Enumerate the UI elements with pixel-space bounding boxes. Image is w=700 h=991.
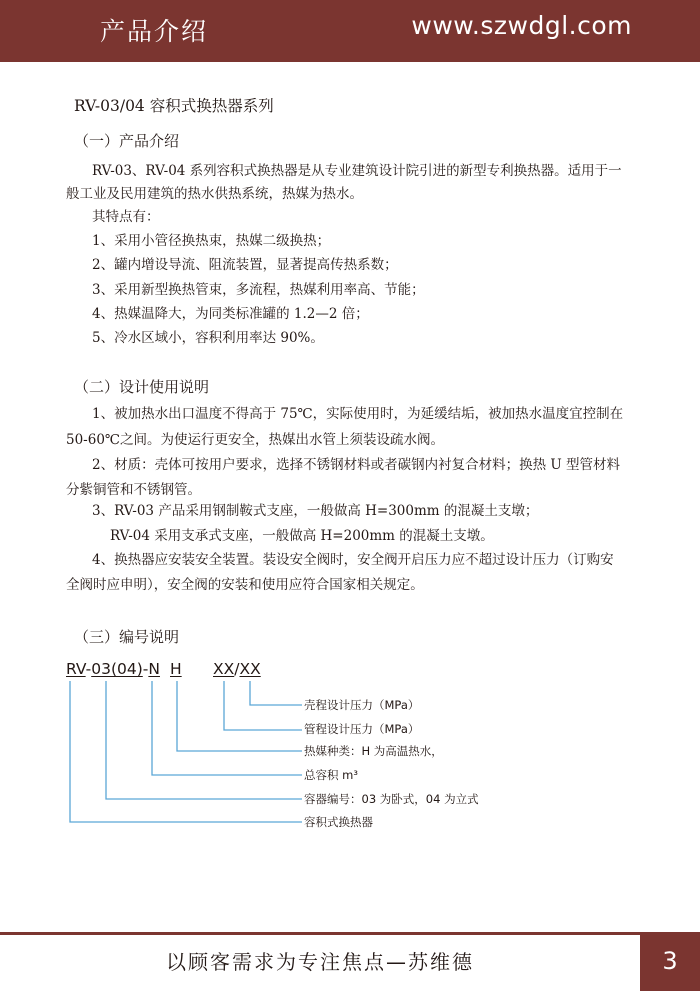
design-paragraph-line: RV-04 采用支承式支座，一般做高 H=200mm 的混凝土支墩。 [110,528,494,544]
code-slash: / [234,660,240,678]
footer-slogan: 以顾客需求为专注焦点—苏维德 [166,950,474,974]
footer-divider [0,932,700,935]
feature-item: 4、热媒温降大，为同类标准罐的 1.2—2 倍； [92,306,369,322]
feature-item: 3、采用新型换热管束，多流程，热媒利用率高、节能； [92,282,425,298]
design-paragraph-line: 3、RV-03 产品采用钢制鞍式支座，一般做高 H=300mm 的混凝土支墩； [92,503,539,519]
code-n: N [148,660,160,678]
legend-tube-pressure: 管程设计压力（MPa） [304,722,420,736]
legend-shell-pressure: 壳程设计压力（MPa） [304,698,420,712]
code-model: 03(04) [91,660,143,678]
feature-item: 5、冷水区域小，容积利用率达 90%。 [92,330,324,346]
code-dash: - [142,660,149,678]
code-h: H [170,660,182,678]
feature-item: 2、罐内增设导流、阻流装置，显著提高传热系数； [92,257,398,273]
design-paragraph-line: 全阀时应申明），安全阀的安装和使用应符合国家相关规定。 [66,577,424,593]
header-url[interactable]: www.szwdgl.com [411,11,632,40]
design-paragraph-line: 1、被加热水出口温度不得高于 75℃，实际使用时，为延缓结垢，被加热水温度宜控制在 [92,406,624,422]
section-heading-numbering: （三）编号说明 [74,628,180,646]
page-number: 3 [640,932,700,991]
intro-line: RV-03、RV-04 系列容积式换热器是从专业建筑设计院引进的新型专利换热器。适用于一 [92,163,622,179]
legend-container-number: 容器编号：03 为卧式，04 为立式 [304,792,479,806]
header-title: 产品介绍 [100,17,209,46]
code-xx-tube: XX [213,660,235,678]
document-title: RV-03/04 容积式换热器系列 [74,97,274,115]
code-rv-text: RV [66,660,86,678]
leader-line-container-number [106,681,302,799]
design-paragraph-line: 50-60℃之间。为使运行更安全，热媒出水管上须装设疏水阀。 [66,432,445,448]
leader-line-shell-pressure [250,681,302,705]
legend-exchanger-type: 容积式换热器 [304,815,373,829]
section-heading-design: （二）设计使用说明 [74,378,210,396]
features-lead: 其特点有： [92,209,160,225]
feature-item: 1、采用小管径换热束，热媒二级换热； [92,233,331,249]
code-xx-shell: XX [239,660,261,678]
legend-total-volume: 总容积 m³ [304,768,358,782]
design-paragraph-line: 2、材质：壳体可按用户要求，选择不锈钢材料或者碳钢内衬复合材料；换热 U 型管材料 [92,457,621,473]
design-paragraph-line: 4、换热器应安装安全装置。装设安全阀时，安全阀开启压力应不超过设计压力（订购安 [92,552,614,568]
leader-line-medium [177,681,302,751]
leader-line-volume [152,681,302,775]
code-dash: - [85,660,92,678]
legend-heat-medium: 热媒种类：H 为高温热水， [304,744,443,758]
design-paragraph-line: 分紫铜管和不锈钢管。 [66,482,201,498]
intro-line: 般工业及民用建筑的热水供热系统，热媒为热水。 [66,186,363,202]
section-heading-intro: （一）产品介绍 [74,132,180,150]
